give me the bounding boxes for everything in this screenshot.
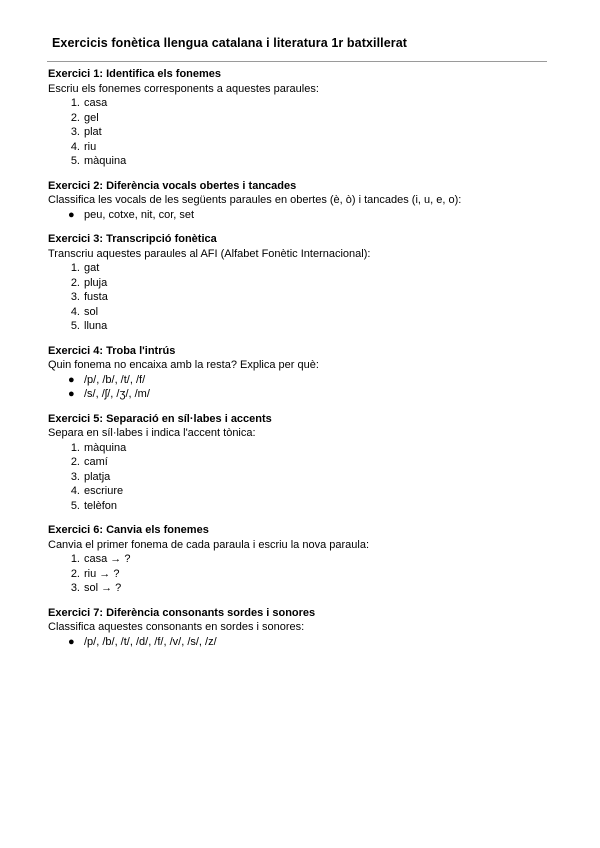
- list-item: 4. escriure: [70, 485, 124, 497]
- numbered-list: [48, 552, 548, 596]
- list-item: 1. casa → ?: [70, 553, 131, 565]
- list-item: 1. gat: [70, 262, 100, 274]
- list-item: 2. gel: [70, 111, 99, 124]
- numbered-list: [48, 441, 548, 514]
- list-item: 1. casa: [70, 97, 108, 109]
- list-item: 2. camí: [70, 456, 108, 468]
- exercise-5: [48, 412, 548, 514]
- bullet-list: [48, 208, 548, 223]
- exercise-1: [48, 67, 548, 169]
- list-item: 3. platja: [70, 470, 111, 483]
- numbered-list: [48, 261, 548, 334]
- exercise-instruction: Canvia el primer fonema de cada paraula i escriu la nova paraula:: [48, 538, 370, 551]
- exercise-6: [48, 523, 548, 596]
- exercise-3: [48, 232, 548, 334]
- list-item: 1. màquina: [70, 441, 127, 454]
- exercise-instruction: Transcriu aquestes paraules al AFI (Alfabet Fonètic Internacional):: [48, 247, 371, 260]
- numbered-list: [48, 96, 548, 169]
- bullet-icon: ●: [68, 208, 75, 221]
- list-item: 2. pluja: [70, 276, 108, 289]
- exercise-title: Exercici 2: Diferència vocals obertes i tancades: [48, 179, 297, 192]
- exercise-title: Exercici 6: Canvia els fonemes: [48, 524, 209, 536]
- bullet-list: [48, 635, 548, 650]
- document-title: Exercicis fonètica llengua catalana i literatura 1r batxillerat: [52, 36, 408, 50]
- list-item: 5. màquina: [70, 155, 127, 167]
- exercises-container: [48, 67, 548, 659]
- list-item: 4. sol: [70, 305, 99, 318]
- list-item: ● peu, cotxe, nit, cor, set: [68, 208, 195, 221]
- list-item: ● /p/, /b/, /t/, /f/: [68, 373, 146, 386]
- list-item: 3. sol → ?: [70, 582, 122, 594]
- exercise-4: [48, 344, 548, 402]
- list-item: 3. fusta: [70, 291, 108, 303]
- exercise-instruction: Separa en síl·labes i indica l'accent tònica:: [48, 427, 256, 439]
- list-item: 3. plat: [70, 126, 102, 138]
- bullet-list: [48, 373, 548, 402]
- exercise-title: Exercici 1: Identifica els fonemes: [48, 68, 222, 80]
- list-item: 4. riu: [70, 140, 97, 153]
- exercise-title: Exercici 4: Troba l'intrús: [48, 344, 176, 357]
- bullet-icon: ●: [68, 635, 75, 648]
- list-item: ● /s/, /ʃ/, /ʒ/, /m/: [68, 388, 150, 400]
- title-divider: [47, 61, 547, 62]
- exercise-7: [48, 606, 548, 650]
- exercise-instruction: Quin fonema no encaixa amb la resta? Explica per què:: [48, 359, 319, 371]
- list-item: 5. telèfon: [70, 499, 118, 512]
- exercise-title: Exercici 3: Transcripció fonètica: [48, 233, 217, 245]
- exercise-title: Exercici 5: Separació en síl·labes i accents: [48, 412, 272, 425]
- bullet-icon: ●: [68, 388, 75, 400]
- bullet-icon: ●: [68, 373, 75, 386]
- exercise-instruction: Classifica aquestes consonants en sordes i sonores:: [48, 621, 305, 633]
- exercise-title: Exercici 7: Diferència consonants sordes i sonores: [48, 606, 316, 619]
- exercise-instruction: Classifica les vocals de les següents paraules en obertes (è, ò) i tancades (i, u, e, o):: [48, 194, 462, 206]
- exercise-instruction: Escriu els fonemes corresponents a aquestes paraules:: [48, 82, 319, 95]
- list-item: ● /p/, /b/, /t/, /d/, /f/, /v/, /s/, /z/: [68, 635, 217, 648]
- exercise-2: [48, 179, 548, 223]
- list-item: 5. lluna: [70, 320, 108, 332]
- list-item: 2. riu → ?: [70, 567, 120, 580]
